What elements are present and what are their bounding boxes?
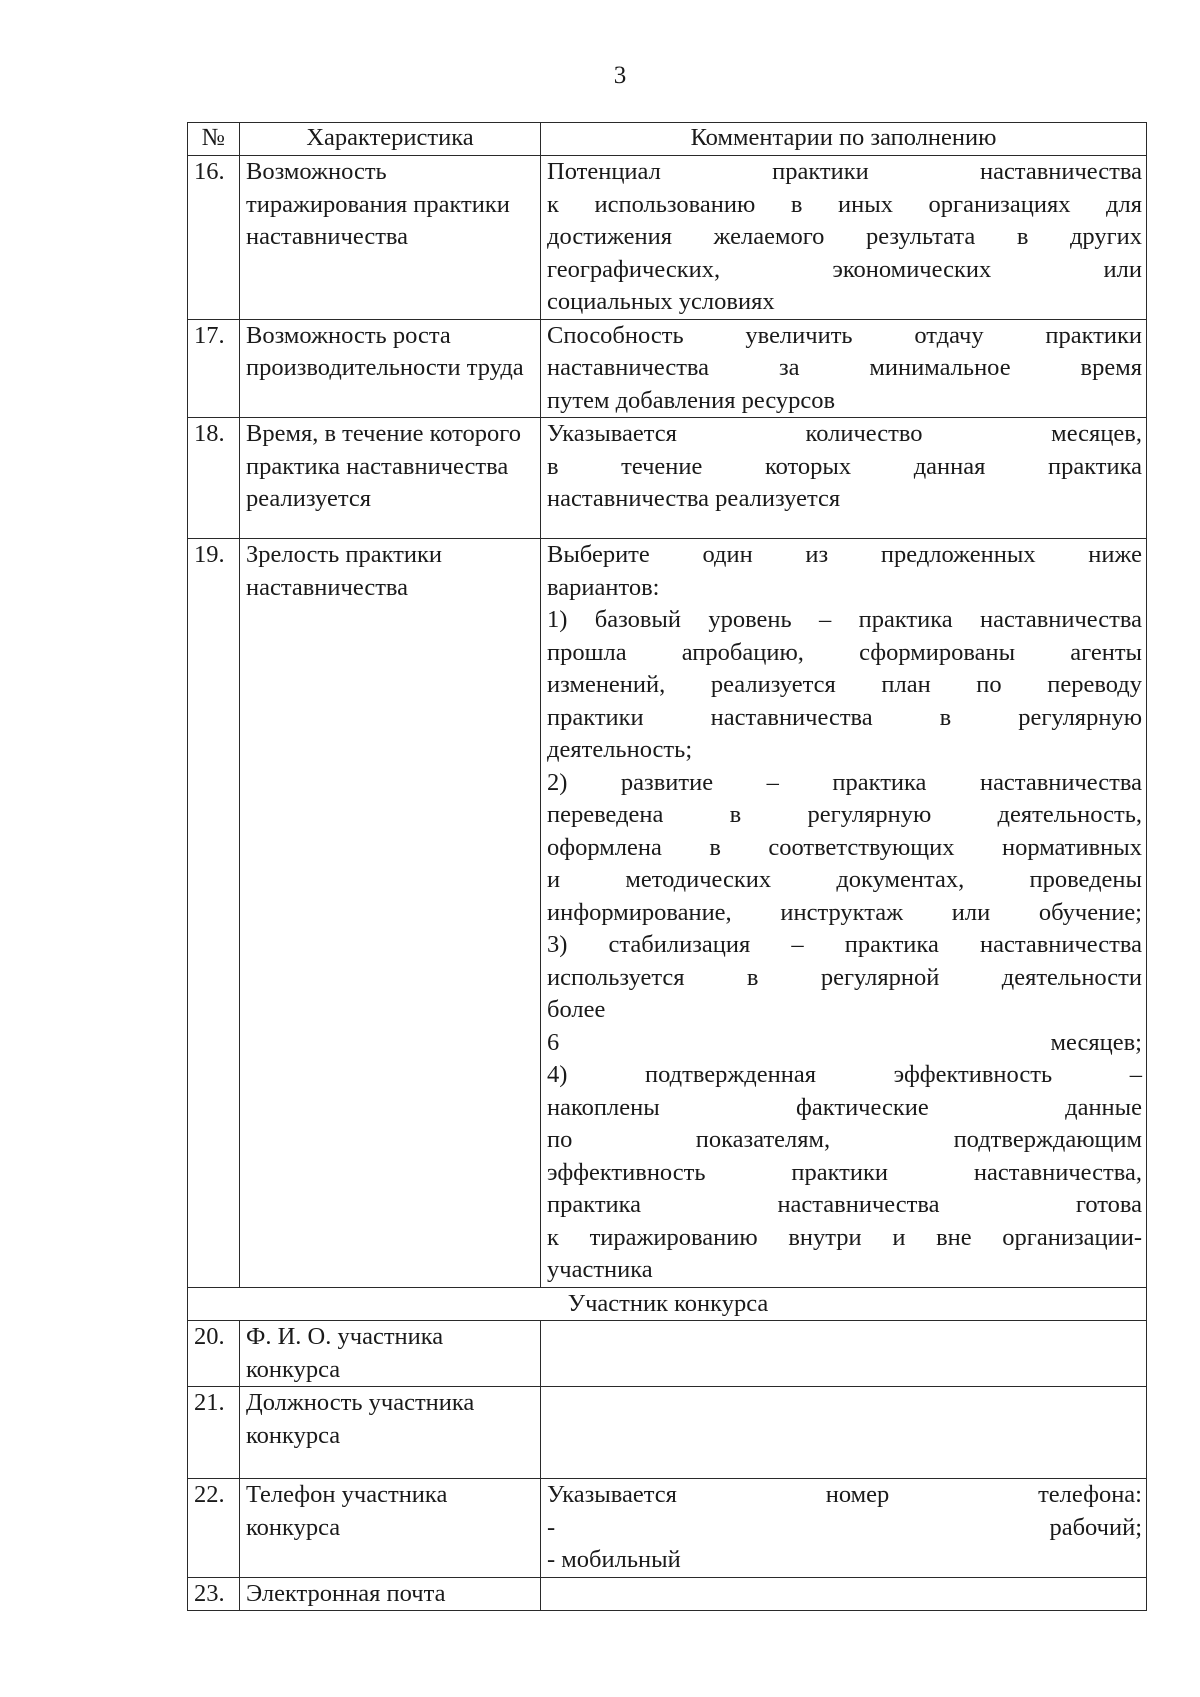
row-comment <box>541 1387 1147 1479</box>
row-number: 21. <box>188 1387 240 1479</box>
comment-line: Потенциал практики наставничества <box>547 158 1142 185</box>
page-number: 3 <box>613 62 627 89</box>
table-body <box>188 156 1147 1611</box>
comment-line: путем добавления ресурсов <box>547 386 836 414</box>
table-row <box>188 418 1147 539</box>
comment-line: накоплены фактические данные <box>547 1093 1142 1121</box>
comment-line: участника <box>547 1256 653 1283</box>
comment-line: вариантов: <box>547 573 660 601</box>
comment-line: более <box>547 996 606 1023</box>
comment-line: используется в регулярной деятельности <box>547 963 1142 991</box>
table-row <box>188 156 1147 320</box>
row-characteristic: Зрелость практики наставничества <box>240 539 541 1288</box>
comment-line: изменений, реализуется план по переводу <box>547 671 1142 698</box>
comment-line: по показателям, подтверждающим <box>547 1126 1142 1153</box>
row-comment <box>541 539 1147 1288</box>
comment-line: деятельность; <box>547 736 693 763</box>
row-comment <box>541 1577 1147 1611</box>
row-number: 17. <box>188 319 240 418</box>
comment-line: в течение которых данная практика <box>547 452 1142 480</box>
table-row <box>188 1321 1147 1387</box>
row-characteristic: Время, в течение которого практика наставничества реализуется <box>240 418 541 539</box>
table-header-row <box>188 123 1147 156</box>
row-characteristic: Должность участника конкурса <box>240 1387 541 1479</box>
comment-line: информирование, инструктаж или обучение; <box>547 898 1142 926</box>
header-characteristic: Характеристика <box>240 123 541 156</box>
application-form-table <box>187 122 1147 1611</box>
comment-line: Указывается номер телефона: <box>547 1481 1142 1508</box>
row-number: 23. <box>188 1577 240 1611</box>
comment-line: и методических документах, проведены <box>547 866 1142 893</box>
comment-line: географических, экономических или <box>547 255 1142 283</box>
row-comment <box>541 1479 1147 1578</box>
table-row <box>188 539 1147 1288</box>
row-comment <box>541 418 1147 539</box>
comment-line: 2) развитие – практика наставничества <box>547 768 1142 796</box>
comment-line: к использованию в иных организациях для <box>547 190 1142 218</box>
row-comment <box>541 1321 1147 1387</box>
comment-line: Способность увеличить отдачу практики <box>547 321 1142 349</box>
row-characteristic: Возможность тиражирования практики наставничества <box>240 156 541 320</box>
table-row <box>188 319 1147 418</box>
comment-line: Указывается количество месяцев, <box>547 420 1142 447</box>
row-number: 18. <box>188 418 240 539</box>
row-characteristic: Электронная почта <box>240 1577 541 1611</box>
comment-line: 6 месяцев; <box>547 1028 1142 1056</box>
comment-line: прошла апробацию, сформированы агенты <box>547 638 1142 666</box>
comment-line: оформлена в соответствующих нормативных <box>547 833 1142 861</box>
section-row <box>188 1287 1147 1321</box>
header-comment: Комментарии по заполнению <box>541 123 1147 156</box>
comment-line: эффективность практики наставничества, <box>547 1158 1142 1186</box>
header-number: № <box>188 123 240 156</box>
table-row <box>188 1387 1147 1479</box>
comment-line: 4) подтвержденная эффективность – <box>547 1061 1142 1088</box>
comment-line: - мобильный <box>547 1546 681 1573</box>
section-title: Участник конкурса <box>188 1287 1147 1321</box>
table-row <box>188 1479 1147 1578</box>
row-number: 22. <box>188 1479 240 1578</box>
comment-line: - рабочий; <box>547 1513 1142 1541</box>
comment-line: переведена в регулярную деятельность, <box>547 801 1142 828</box>
row-number: 16. <box>188 156 240 320</box>
comment-line: 3) стабилизация – практика наставничества <box>547 931 1142 958</box>
row-characteristic: Телефон участника конкурса <box>240 1479 541 1578</box>
row-characteristic: Ф. И. О. участника конкурса <box>240 1321 541 1387</box>
row-characteristic: Возможность роста производительности труда <box>240 319 541 418</box>
comment-line: достижения желаемого результата в других <box>547 223 1142 250</box>
row-number: 20. <box>188 1321 240 1387</box>
comment-line: практики наставничества в регулярную <box>547 703 1142 731</box>
row-number: 19. <box>188 539 240 1288</box>
comment-line: практика наставничества готова <box>547 1191 1142 1218</box>
comment-line: 1) базовый уровень – практика наставничества <box>547 606 1142 633</box>
row-comment <box>541 156 1147 320</box>
comment-line: социальных условиях <box>547 288 775 315</box>
comment-line: к тиражированию внутри и вне организации- <box>547 1223 1142 1251</box>
row-comment <box>541 319 1147 418</box>
comment-line: наставничества за минимальное время <box>547 354 1142 381</box>
comment-line: Выберите один из предложенных ниже <box>547 541 1142 568</box>
table-row <box>188 1577 1147 1611</box>
comment-line: наставничества реализуется <box>547 485 841 512</box>
